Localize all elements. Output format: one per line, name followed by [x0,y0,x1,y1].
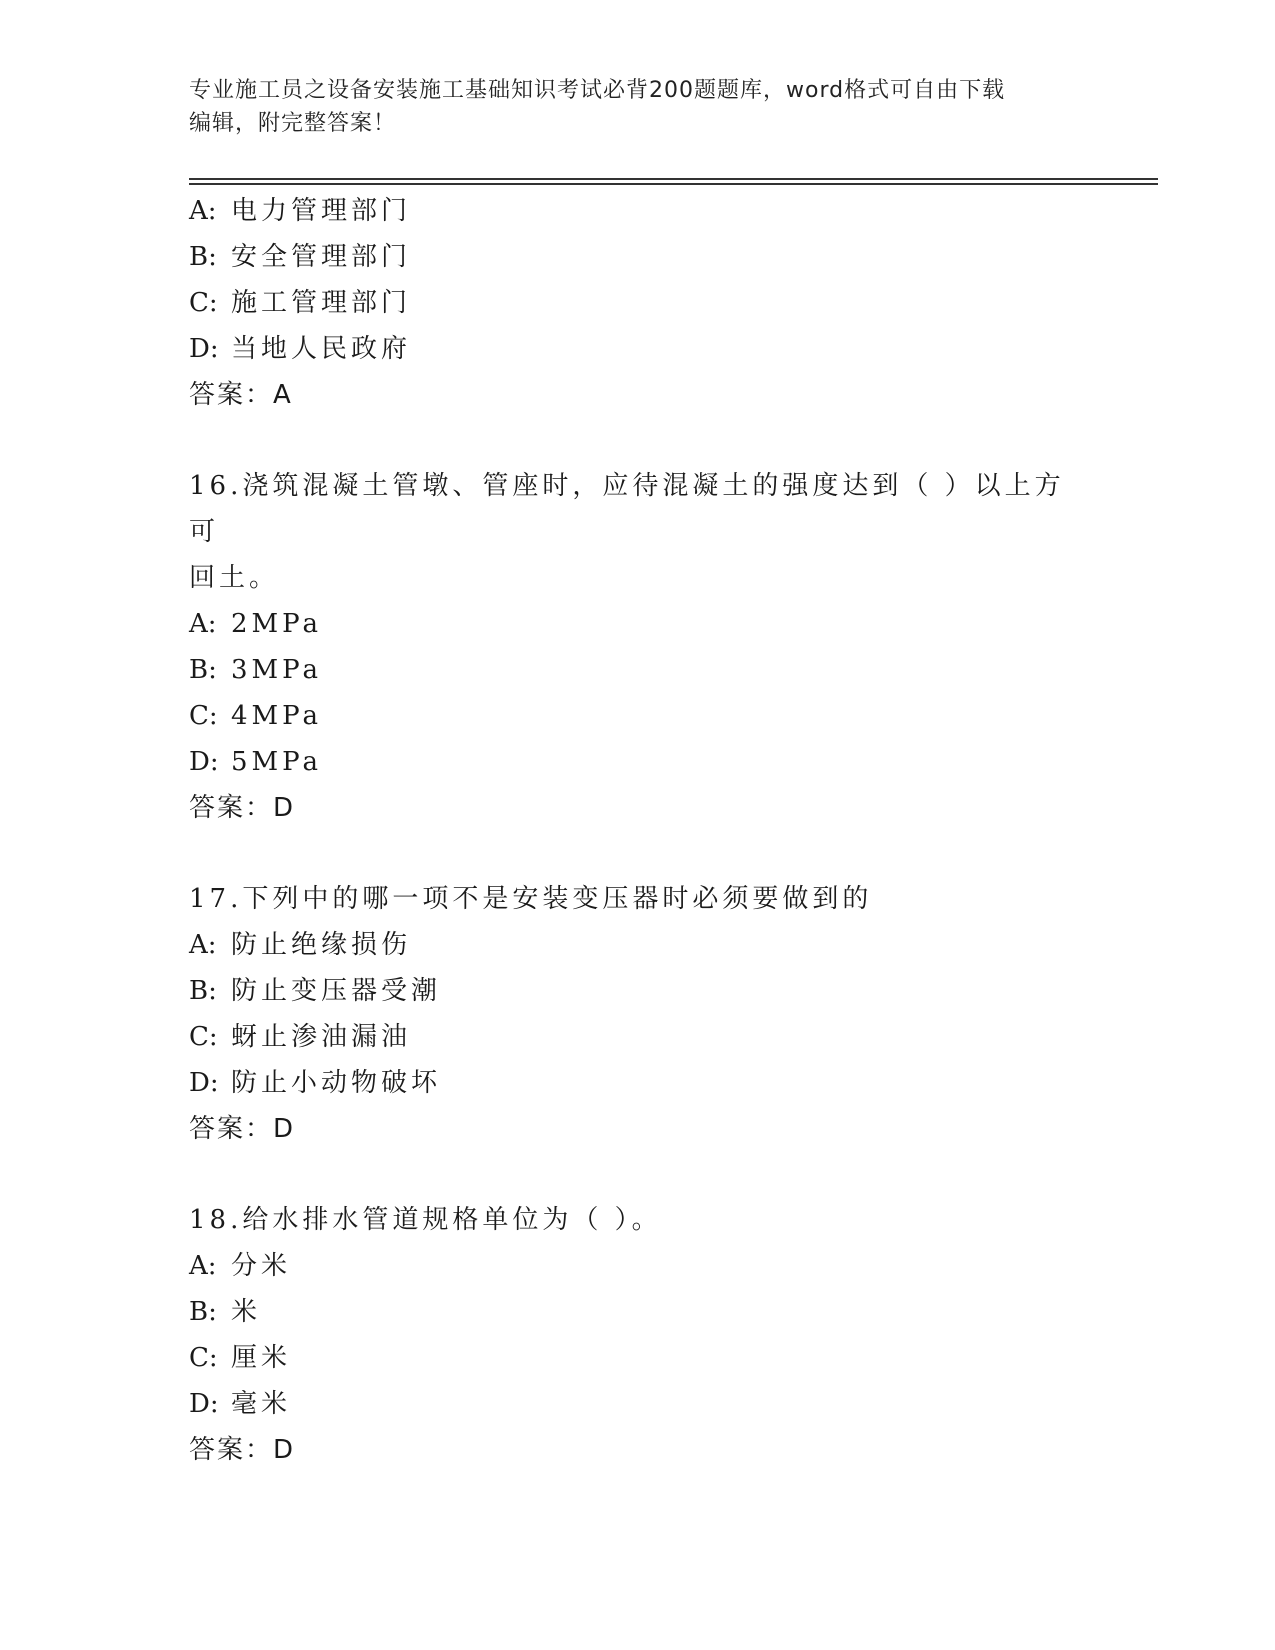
option-text: 电力管理部门 [231,196,412,226]
option-c [189,693,1089,739]
document-header [189,74,1089,140]
option-letter: B: [189,242,217,272]
header-title-line1: 专业施工员之设备安装施工基础知识考试必背200题题库，word格式可自由下载 [189,78,1006,103]
option-text: 厘米 [231,1343,292,1373]
option-letter: D: [189,1068,219,1098]
option-b [189,1289,1089,1335]
option-text: 防止小动物破坏 [231,1068,442,1098]
option-d [189,739,1089,785]
option-text: 米 [231,1297,262,1327]
question-text-line2: 回土。 [189,563,280,593]
option-a [189,188,1089,234]
question-15 [189,188,1089,418]
option-text: 3MPa [231,655,322,685]
option-letter: B: [189,976,217,1006]
option-c [189,280,1089,326]
question-text: 18.给水排水管道规格单位为（ ）。 [189,1205,662,1235]
question-text-line1: 16.浇筑混凝土管墩、管座时，应待混凝土的强度达到（ ）以上方可 [189,471,1065,547]
option-text: 当地人民政府 [231,334,412,364]
option-d [189,1381,1089,1427]
answer-line: 答案：D [189,793,296,823]
option-letter: A: [189,1251,217,1281]
question-list [189,188,1089,1473]
option-letter: A: [189,196,217,226]
option-letter: A: [189,930,217,960]
header-divider-top [189,178,1158,180]
option-d [189,326,1089,372]
question-text [189,463,1069,601]
option-c [189,1014,1089,1060]
option-letter: A: [189,609,217,639]
option-a [189,601,1089,647]
question-17 [189,876,1089,1152]
option-letter: D: [189,1389,219,1419]
answer-line: 答案：D [189,1114,296,1144]
option-a [189,922,1089,968]
option-b [189,647,1089,693]
option-text: 毫米 [231,1389,292,1419]
option-text: 2MPa [231,609,322,639]
option-letter: D: [189,334,219,364]
option-text: 蚜止渗油漏油 [231,1022,412,1052]
option-letter: B: [189,655,217,685]
answer-line: 答案：D [189,1435,296,1465]
option-letter: C: [189,701,218,731]
option-letter: C: [189,1022,218,1052]
option-c [189,1335,1089,1381]
option-text: 5MPa [231,747,322,777]
option-b [189,968,1089,1014]
option-text: 防止绝缘损伤 [231,930,412,960]
header-divider-bottom [189,183,1158,185]
option-text: 施工管理部门 [231,288,412,318]
question-text: 17.下列中的哪一项不是安装变压器时必须要做到的 [189,884,873,914]
answer-line: 答案：A [189,380,293,410]
option-text: 4MPa [231,701,322,731]
option-text: 防止变压器受潮 [231,976,442,1006]
option-letter: C: [189,288,218,318]
option-letter: C: [189,1343,218,1373]
option-b [189,234,1089,280]
option-a [189,1243,1089,1289]
option-text: 安全管理部门 [231,242,412,272]
question-18 [189,1197,1089,1473]
header-title-line2: 编辑，附完整答案！ [189,111,397,136]
option-letter: B: [189,1297,217,1327]
option-d [189,1060,1089,1106]
question-16 [189,463,1089,831]
option-text: 分米 [231,1251,292,1281]
option-letter: D: [189,747,219,777]
